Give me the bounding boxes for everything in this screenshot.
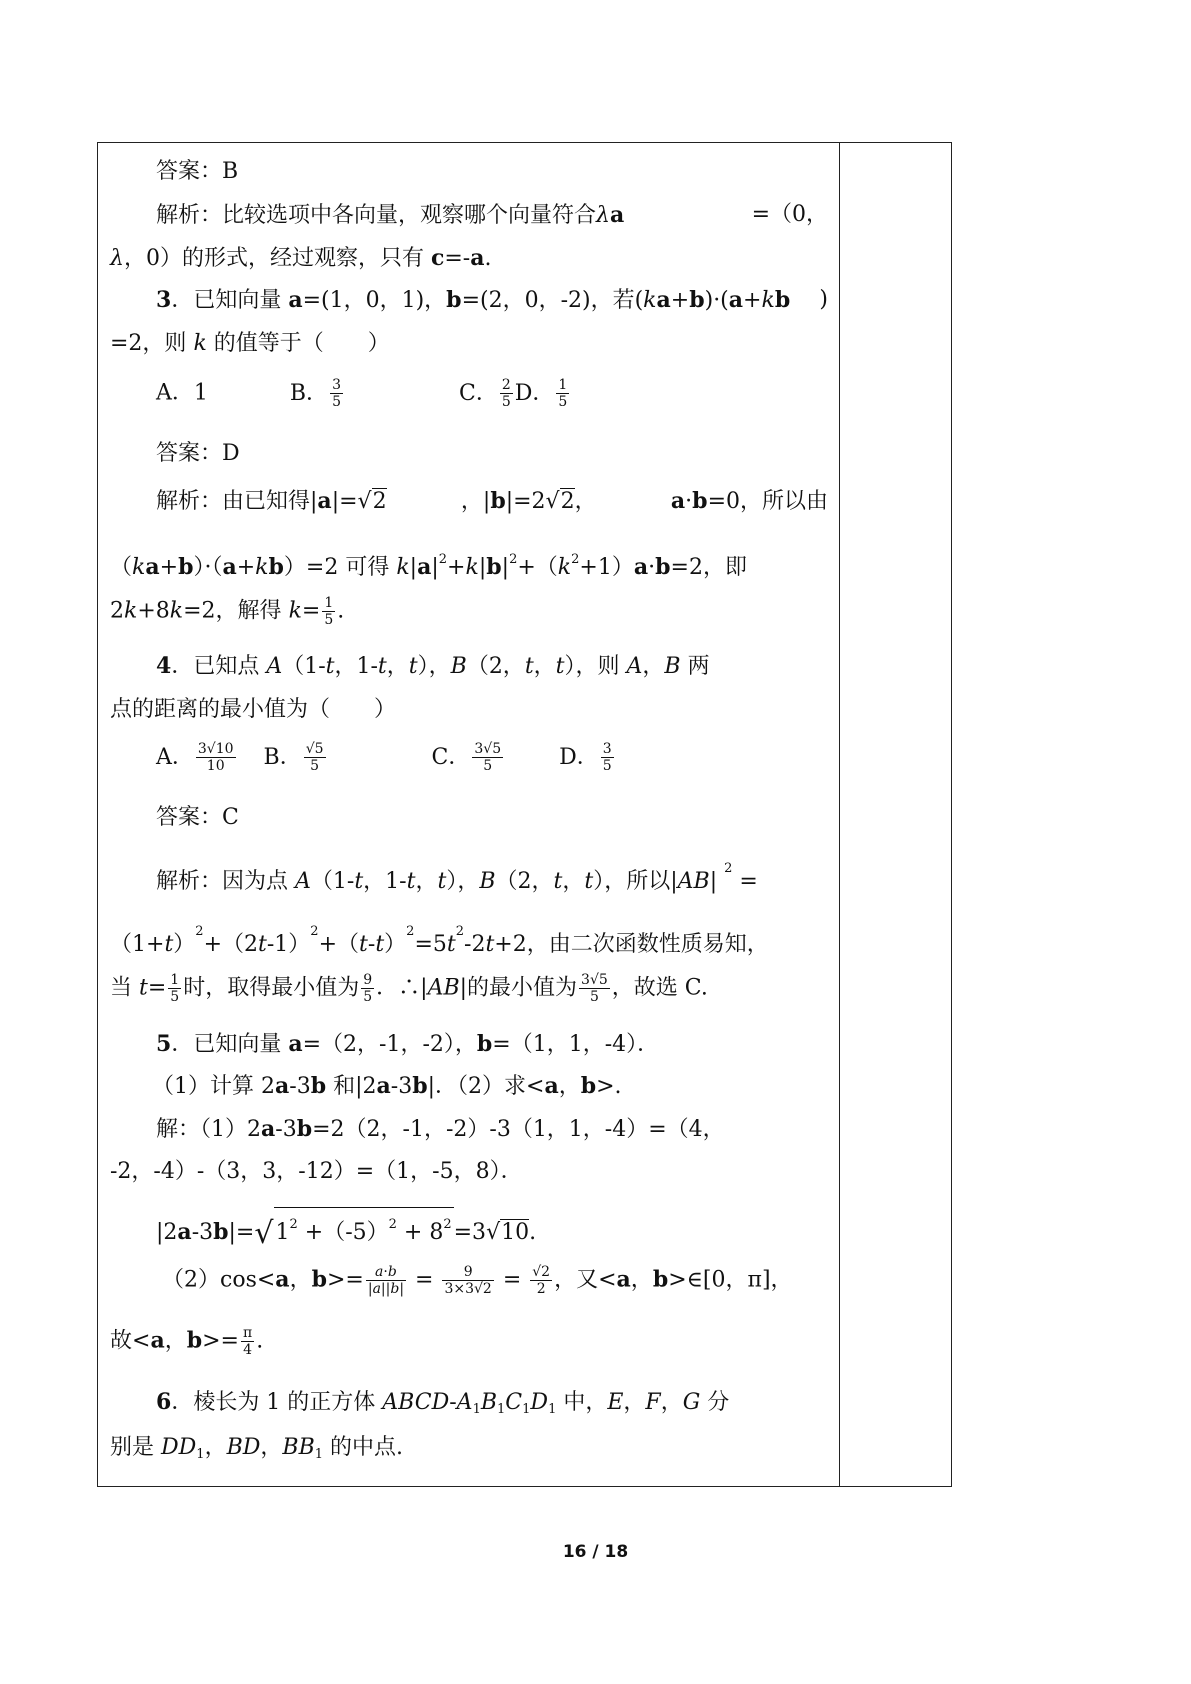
answer-line-b: 答案：B	[156, 159, 239, 184]
question-5-line-1: 5．已知向量 a=（2，-1，-2），b=（1，1，-4）．	[156, 1031, 660, 1057]
question-4-line-2: 点的距离的最小值为（ ）	[110, 697, 397, 722]
analysis-4-line-3: 当 t= $\frac{1}{5}$ 时，取得最小值为 $\frac{9}{5}$ ．∴|AB|的最小值为 $\frac{3√5}{5}$ ，故选 C.	[110, 972, 708, 1005]
question-6-line-1: 6．棱长为 1 的正方体 ABCD-$A_1B_1C_1D_1$ 中，E，F，G 分	[156, 1389, 730, 1417]
option-b: B． $\frac{√5}{5}$	[263, 741, 324, 774]
option-a: A．1	[156, 380, 208, 406]
option-a: A． $\frac{3√10}{10}$	[156, 741, 234, 774]
analysis-4-line-2: $(1+t)^2+(2t-1)^2+(t-t)^2=5t^2-2t+2$，由二次函数性质易知，	[110, 924, 769, 957]
option-d: D． $\frac{3}{5}$	[559, 741, 612, 774]
question-4-line-1: 4．已知点 A（1-t，1-t，t），B（2，t，t），则 A，B 两	[156, 653, 710, 679]
analysis-3-line-2: （ka+b）·（a+kb）=2 可得 $k|a|^2+k|b|^2+(k^2+1)a\cdot b=2$，即	[110, 552, 747, 580]
content-table	[97, 142, 952, 1487]
analysis-line-2: λ，0）的形式，经过观察，只有 c=-a.	[110, 245, 492, 271]
solution-5-line-4: （2）cos<a，b>= $\frac{a\cdot b}{|a||b|}$ = $\frac{9}{3\times 3√2}$ = $\frac{√2}{2}$ ，又<a，b>∈[0，π]，	[162, 1264, 793, 1297]
question-3-line-1: 3．已知向量 a=(1，0，1)，b=(2，0，-2)，若(ka+b)·(a+kb )	[156, 287, 828, 313]
solution-5-line-2: -2，-4）-（3，3，-12）=（1，-5，8）．	[110, 1159, 523, 1184]
option-d: D． $\frac{1}{5}$	[514, 377, 568, 410]
answer-line-d: 答案：D	[156, 441, 240, 466]
option-c: C． $\frac{2}{5}$	[458, 377, 511, 410]
left-column	[98, 143, 839, 1486]
option-c: C． $\frac{3√5}{5}$	[431, 741, 502, 774]
page-number: 16 / 18	[562, 1542, 629, 1562]
question-5-line-2: （1）计算 2a-3b 和|2a-3b|．（2）求<a，b>.	[152, 1073, 622, 1099]
analysis-3-line-1: 解析：由已知得|a|=√2 ，|b|=2√2， a·b=0，所以由	[156, 488, 828, 514]
question-4-options	[156, 741, 874, 774]
analysis-line-1: 解析：比较选项中各向量，观察哪个向量符合λa =（0，	[156, 202, 828, 228]
solution-5-line-3: $|2a-3b|=√1^2 +(-5)^2 + 8^2=3√10$.	[156, 1207, 874, 1249]
question-3-options	[156, 377, 874, 410]
analysis-3-line-3: 2k+8k=2，解得 k= $\frac{1}{5}$ .	[110, 595, 345, 628]
answer-line-c: 答案：C	[156, 805, 239, 830]
question-3-line-2: =2，则 k 的值等于（ ）	[110, 331, 390, 356]
option-b: B． $\frac{3}{5}$	[289, 377, 341, 410]
question-6-line-2: 别是 $DD_1$，BD，$BB_1$ 的中点.	[110, 1435, 404, 1462]
solution-5-line-1: 解：（1）2a-3b=2（2，-1，-2）-3（1，1，-4）=（4，	[156, 1116, 725, 1142]
analysis-4-line-1: 解析：因为点 A（1-t，1-t，t），B（2，t，t），所以|AB| $^2$ =	[156, 861, 758, 894]
solution-5-line-5: 故<a，b>= $\frac{\pi}{4}$ .	[110, 1325, 264, 1358]
